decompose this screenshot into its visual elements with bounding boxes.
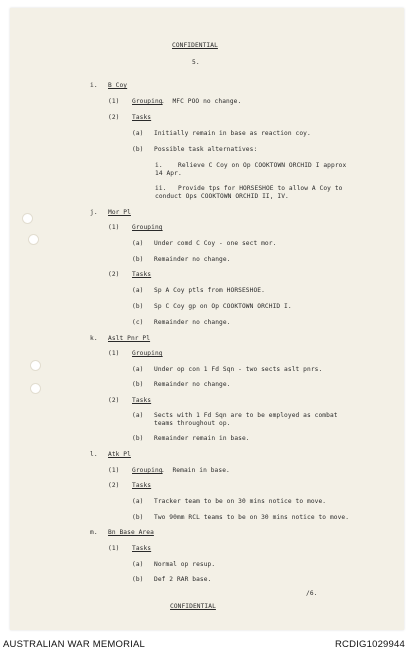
item-number: (a) (132, 366, 144, 373)
line-text: Provide tps for HORSESHOE to allow A Coy to (178, 185, 343, 192)
subpara-number: (1) (108, 98, 120, 105)
line-text: teams throughout op. (154, 420, 231, 427)
classification-footer: CONFIDENTIAL (170, 603, 216, 610)
item-number: (c) (132, 319, 144, 326)
item-number: i. (155, 162, 163, 169)
para-heading: Aslt Pnr Pl (108, 335, 151, 342)
subpara-heading: Grouping (132, 467, 163, 474)
item-number: (b) (132, 303, 144, 310)
para-heading: Mor Pl (108, 209, 131, 216)
subpara-heading: Tasks (132, 482, 152, 489)
line-text: 14 Apr. (155, 170, 182, 177)
line-text: Sects with 1 Fd Sqn are to be employed as combat (154, 412, 338, 419)
item-number: (b) (132, 381, 144, 388)
item-number: (b) (132, 256, 144, 263)
subpara-heading: Grouping (132, 350, 163, 357)
line-text: Sp A Coy ptls from HORSESHOE. (154, 287, 265, 294)
para-heading: Atk Pl (108, 451, 131, 458)
line-text: Under op con 1 Fd Sqn - two sects aslt pnrs. (154, 366, 323, 373)
item-number: (b) (132, 576, 144, 583)
para-number: m. (90, 529, 98, 536)
para-heading: B Coy (108, 82, 128, 89)
line-text: Normal op resup. (154, 561, 216, 568)
subpara-number: (1) (108, 545, 120, 552)
punch-hole (30, 360, 41, 371)
line-text: Remainder no change. (154, 319, 231, 326)
item-number: ii. (155, 185, 167, 192)
item-number: (a) (132, 240, 144, 247)
subpara-heading: Grouping (132, 98, 163, 105)
line-text: Initially remain in base as reaction coy. (154, 130, 311, 137)
record-id: RCDIG1029944 (335, 639, 405, 650)
punch-hole (22, 213, 33, 224)
item-number: (b) (132, 146, 144, 153)
subpara-number: (1) (108, 224, 120, 231)
subpara-heading: Tasks (132, 271, 152, 278)
subpara-heading: Tasks (132, 397, 152, 404)
line-text: Def 2 RAR base. (154, 576, 212, 583)
punch-hole (30, 383, 41, 394)
line-text: Possible task alternatives: (154, 146, 258, 153)
line-text: . Remain in base. (161, 467, 230, 474)
line-text: Sp C Coy gp on Op COOKTOWN ORCHID I. (154, 303, 292, 310)
subpara-heading: Grouping (132, 224, 163, 231)
subpara-number: (1) (108, 350, 120, 357)
line-text: Tracker team to be on 30 mins notice to move. (154, 498, 327, 505)
line-text: Remainder remain in base. (154, 435, 250, 442)
punch-hole (28, 234, 39, 245)
subpara-heading: Tasks (132, 545, 152, 552)
subpara-number: (1) (108, 467, 120, 474)
para-number: j. (90, 209, 98, 216)
line-text: Remainder no change. (154, 381, 231, 388)
item-number: (a) (132, 287, 144, 294)
archive-name: AUSTRALIAN WAR MEMORIAL (3, 639, 146, 650)
subpara-number: (2) (108, 482, 120, 489)
subpara-number: (2) (108, 397, 120, 404)
line-text: . MFC POO no change. (161, 98, 242, 105)
item-number: (b) (132, 514, 144, 521)
classification-header: CONFIDENTIAL (172, 42, 218, 49)
line-text: Two 90mm RCL teams to be on 30 mins notice to move. (154, 514, 350, 521)
continuation-marker: /6. (306, 590, 318, 597)
subpara-number: (2) (108, 114, 120, 121)
item-number: (a) (132, 498, 144, 505)
para-heading: Bn Base Area (108, 529, 154, 536)
para-number: k. (90, 335, 98, 342)
item-number: (a) (132, 412, 144, 419)
line-text: Remainder no change. (154, 256, 231, 263)
subpara-number: (2) (108, 271, 120, 278)
line-text: Under comd C Coy - one sect mor. (154, 240, 277, 247)
item-number: (b) (132, 435, 144, 442)
page-number: 5. (192, 59, 200, 66)
item-number: (a) (132, 561, 144, 568)
para-number: i. (90, 82, 98, 89)
para-number: l. (90, 451, 98, 458)
line-text: Relieve C Coy on Op COOKTOWN ORCHID I approx (178, 162, 347, 169)
line-text: conduct Ops COOKTOWN ORCHID II, IV. (155, 193, 289, 200)
item-number: (a) (132, 130, 144, 137)
subpara-heading: Tasks (132, 114, 152, 121)
